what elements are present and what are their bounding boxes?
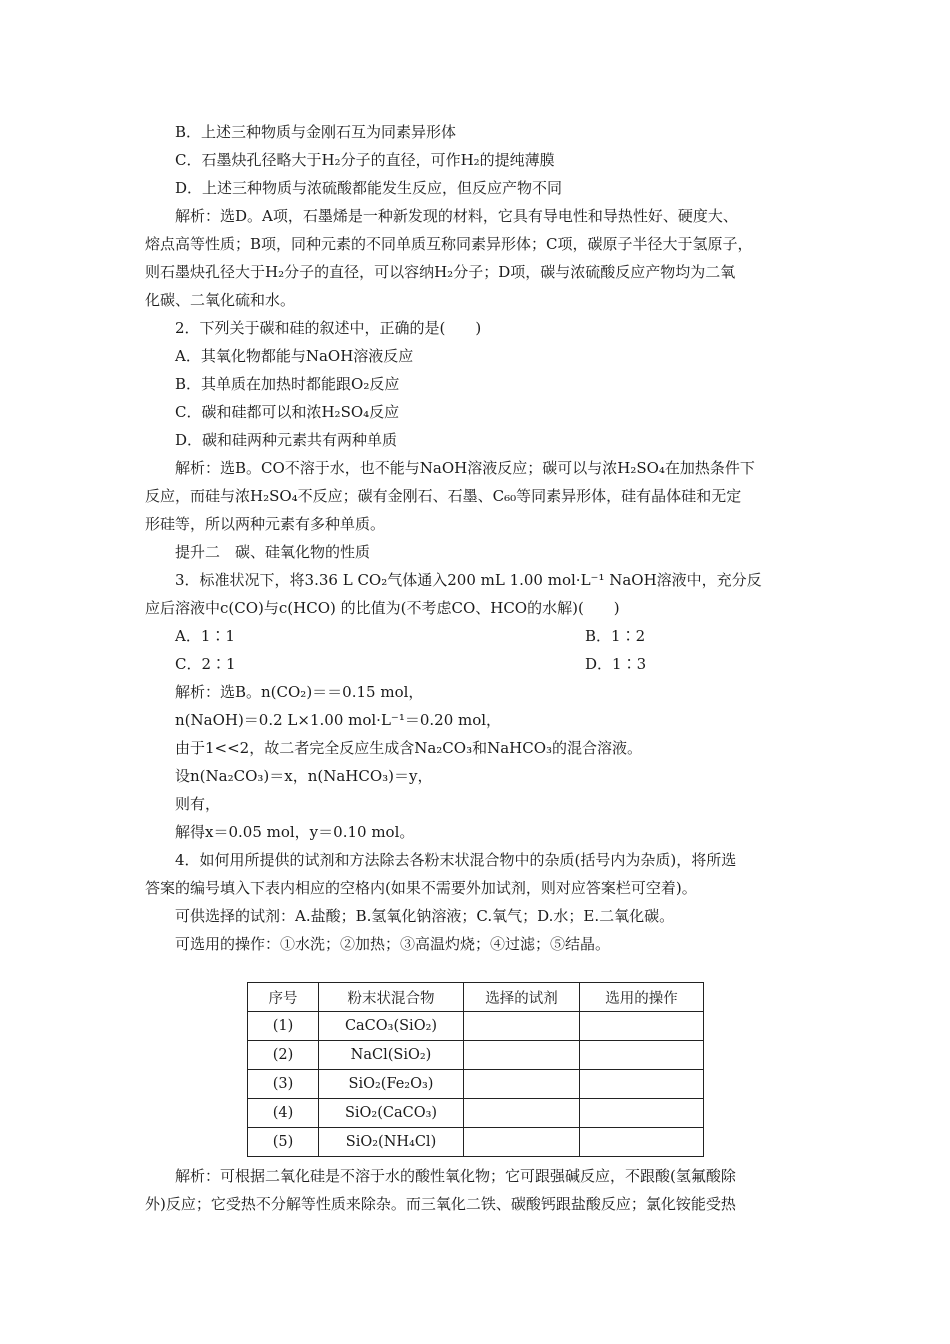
table-row: [248, 1070, 704, 1099]
q3-option-a: A．1∶1: [175, 627, 235, 645]
q1-option-b: B．上述三种物质与金刚石互为同素异形体: [175, 123, 457, 141]
q4-analysis-line: 外)反应；它受热不分解等性质来除杂。而三氧化二铁、碳酸钙跟盐酸反应；氯化铵能受热: [145, 1195, 736, 1213]
cell-mixture: SiO₂(Fe₂O₃): [319, 1070, 464, 1099]
q2-option-c: C．碳和硅都可以和浓H₂SO₄反应: [175, 403, 400, 421]
cell-no: (1): [248, 1012, 319, 1041]
table-header-row: [248, 983, 704, 1012]
cell-operation[interactable]: [580, 1070, 704, 1099]
q3-analysis-line: n(NaOH)＝0.2 L×1.00 mol·L⁻¹＝0.20 mol，: [175, 711, 502, 729]
q3-analysis-line: 由于1<<2，故二者完全反应生成含Na₂CO₃和NaHCO₃的混合溶液。: [175, 739, 643, 757]
q2-stem: 2．下列关于碳和硅的叙述中，正确的是( ): [175, 319, 482, 337]
impurity-table: [247, 982, 704, 1157]
header-reagent: 选择的试剂: [464, 983, 580, 1012]
cell-mixture: NaCl(SiO₂): [319, 1041, 464, 1070]
q2-option-d: D．碳和硅两种元素共有两种单质: [175, 431, 398, 449]
cell-reagent[interactable]: [464, 1012, 580, 1041]
q3-analysis-line: 解析：选B。n(CO₂)＝＝0.15 mol，: [175, 683, 424, 701]
table-row: [248, 1012, 704, 1041]
cell-mixture: SiO₂(CaCO₃): [319, 1099, 464, 1128]
cell-no: (2): [248, 1041, 319, 1070]
q3-option-b: B．1∶2: [585, 627, 646, 645]
q3-analysis-line: 则有，: [175, 795, 221, 813]
cell-reagent[interactable]: [464, 1128, 580, 1157]
q3-analysis-line: 设n(Na₂CO₃)＝x，n(NaHCO₃)＝y，: [175, 767, 433, 785]
q3-stem-line: 3．标准状况下，将3.36 L CO₂气体通入200 mL 1.00 mol·L⁻¹ NaOH溶液中，充分反: [175, 571, 762, 589]
cell-operation[interactable]: [580, 1128, 704, 1157]
q3-option-d: D．1∶3: [585, 655, 647, 673]
cell-no: (3): [248, 1070, 319, 1099]
q3-stem-line: 应后溶液中c(CO)与c(HCO) 的比值为(不考虑CO、HCO的水解)( ): [145, 599, 620, 617]
q2-analysis-line: 反应，而硅与浓H₂SO₄不反应；碳有金刚石、石墨、C₆₀等同素异形体，硅有晶体硅和无定: [145, 487, 742, 505]
q3-analysis-line: 解得x＝0.05 mol，y＝0.10 mol。: [175, 823, 415, 841]
cell-reagent[interactable]: [464, 1099, 580, 1128]
cell-reagent[interactable]: [464, 1070, 580, 1099]
cell-no: (4): [248, 1099, 319, 1128]
q1-option-d: D．上述三种物质与浓硫酸都能发生反应，但反应产物不同: [175, 179, 563, 197]
q2-analysis-line: 解析：选B。CO不溶于水，也不能与NaOH溶液反应；碳可以与浓H₂SO₄在加热条件下: [175, 459, 755, 477]
cell-mixture: CaCO₃(SiO₂): [319, 1012, 464, 1041]
header-mixture: 粉末状混合物: [319, 983, 464, 1012]
q1-analysis-line: 解析：选D。A项，石墨烯是一种新发现的材料，它具有导电性和导热性好、硬度大、: [175, 207, 738, 225]
q1-analysis-line: 熔点高等性质；B项，同种元素的不同单质互称同素异形体；C项，碳原子半径大于氢原子，: [145, 235, 753, 253]
cell-no: (5): [248, 1128, 319, 1157]
q3-option-c: C．2∶1: [175, 655, 236, 673]
q4-reagents: 可供选择的试剂：A.盐酸；B.氢氧化钠溶液；C.氧气；D.水；E.二氧化碳。: [175, 907, 675, 925]
cell-operation[interactable]: [580, 1041, 704, 1070]
table-row: [248, 1128, 704, 1157]
table-row: [248, 1041, 704, 1070]
q4-operations: 可选用的操作：①水洗；②加热；③高温灼烧；④过滤；⑤结晶。: [175, 935, 611, 953]
table-row: [248, 1099, 704, 1128]
q1-analysis-line: 则石墨炔孔径大于H₂分子的直径，可以容纳H₂分子；D项，碳与浓硫酸反应产物均为二氧: [145, 263, 736, 281]
q4-analysis-line: 解析：可根据二氧化硅是不溶于水的酸性氧化物；它可跟强碱反应，不跟酸(氢氟酸除: [175, 1167, 736, 1185]
q2-option-b: B．其单质在加热时都能跟O₂反应: [175, 375, 400, 393]
cell-reagent[interactable]: [464, 1041, 580, 1070]
header-operation: 选用的操作: [580, 983, 704, 1012]
cell-operation[interactable]: [580, 1099, 704, 1128]
cell-operation[interactable]: [580, 1012, 704, 1041]
q4-stem-line: 4．如何用所提供的试剂和方法除去各粉末状混合物中的杂质(括号内为杂质)，将所选: [175, 851, 737, 869]
q2-option-a: A．其氧化物都能与NaOH溶液反应: [175, 347, 414, 365]
q4-stem-line: 答案的编号填入下表内相应的空格内(如果不需要外加试剂，则对应答案栏可空着)。: [145, 879, 697, 897]
q1-option-c: C．石墨炔孔径略大于H₂分子的直径，可作H₂的提纯薄膜: [175, 151, 555, 169]
section-heading: 提升二 碳、硅氧化物的性质: [175, 543, 371, 561]
header-no: 序号: [248, 983, 319, 1012]
cell-mixture: SiO₂(NH₄Cl): [319, 1128, 464, 1157]
q2-analysis-line: 形硅等，所以两种元素有多种单质。: [145, 515, 386, 533]
q1-analysis-line: 化碳、二氧化硫和水。: [145, 291, 296, 309]
